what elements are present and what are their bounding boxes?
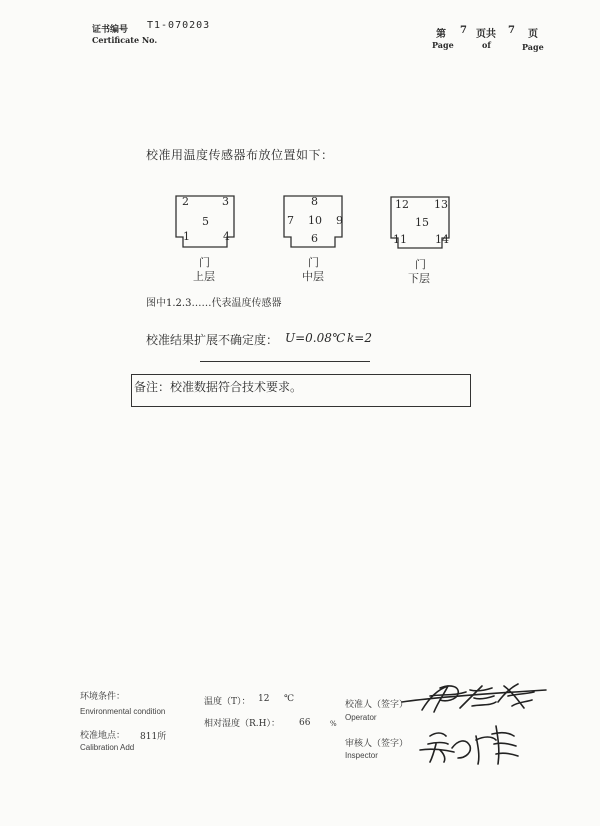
layer-upper-label: 上层 <box>193 270 215 283</box>
page-total: 7 <box>508 25 515 36</box>
temperature-label: 温度（T）： <box>204 697 251 707</box>
sensor-14: 14 <box>435 233 449 246</box>
page-of-label: of <box>482 40 491 50</box>
page-suffix: 页 <box>528 29 538 40</box>
layer-middle-diagram <box>283 195 343 247</box>
operator-label-en: Operator <box>345 713 377 722</box>
calibration-location-label-en: Calibration Add <box>80 743 135 752</box>
divider-line <box>200 361 370 362</box>
certificate-label-en: Certificate No. <box>92 35 158 45</box>
sensor-8: 8 <box>311 195 318 208</box>
page-label-en-2: Page <box>522 42 544 52</box>
inspector-label-en: Inspector <box>345 751 378 760</box>
coverage-factor: k=2 <box>347 331 372 345</box>
certificate-number: T1-070203 <box>147 20 211 31</box>
env-condition-label-en: Environmental condition <box>80 707 166 716</box>
temperature-value: 12 <box>258 694 270 704</box>
humidity-label: 相对湿度（R.H）： <box>204 719 280 729</box>
page-middle: 页共 <box>476 29 496 40</box>
layer-lower-label: 下层 <box>408 272 430 285</box>
operator-signature <box>400 672 550 722</box>
door-label: 门 <box>308 256 319 269</box>
uncertainty-value: U=0.08℃ <box>285 331 346 345</box>
page-prefix: 第 <box>436 29 446 40</box>
sensor-4: 4 <box>223 230 230 243</box>
sensor-legend: 图中1.2.3……代表温度传感器 <box>146 298 282 309</box>
inspector-label: 审核人（签字） <box>345 739 409 749</box>
sensor-6: 6 <box>311 232 318 245</box>
humidity-unit: % <box>330 720 337 728</box>
layer-lower-diagram <box>390 196 450 248</box>
layer-middle-label: 中层 <box>302 270 324 283</box>
sensor-7: 7 <box>287 214 294 227</box>
humidity-value: 66 <box>299 718 311 728</box>
sensor-3: 3 <box>222 195 229 208</box>
sensor-12: 12 <box>395 198 409 211</box>
sensor-11: 11 <box>393 233 407 246</box>
sensor-15: 15 <box>415 216 429 229</box>
sensor-10: 10 <box>308 214 322 227</box>
sensor-9: 9 <box>336 214 343 227</box>
calibration-location-value: 811所 <box>140 732 167 742</box>
certificate-label-cn: 证书编号 <box>92 25 129 35</box>
sensor-2: 2 <box>182 195 189 208</box>
door-label: 门 <box>415 258 426 271</box>
page-label-en: Page <box>432 40 454 50</box>
temperature-unit: ℃ <box>284 694 295 704</box>
inspector-signature <box>418 718 528 768</box>
sensor-13: 13 <box>434 198 448 211</box>
operator-label: 校准人（签字） <box>345 700 409 710</box>
sensor-5: 5 <box>202 215 209 228</box>
uncertainty-label: 校准结果扩展不确定度： <box>146 333 279 347</box>
page-current: 7 <box>460 25 467 36</box>
env-condition-label: 环境条件： <box>80 692 126 702</box>
calibration-location-label: 校准地点： <box>80 731 126 741</box>
door-label: 门 <box>199 256 210 269</box>
sensor-layout-intro: 校准用温度传感器布放位置如下： <box>146 148 334 162</box>
layer-upper-diagram <box>175 195 235 247</box>
remarks-text: 备注：校准数据符合技术要求。 <box>134 380 303 394</box>
sensor-1: 1 <box>183 230 190 243</box>
